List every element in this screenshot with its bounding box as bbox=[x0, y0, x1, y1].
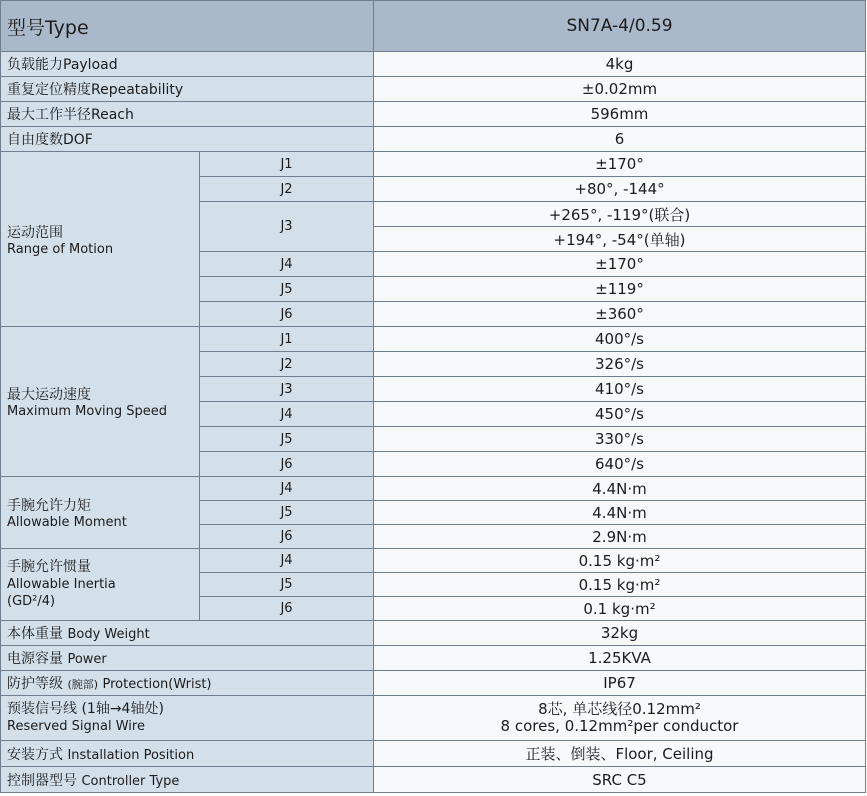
table-row bbox=[1, 327, 866, 352]
protection-label bbox=[1, 671, 374, 696]
installation-label bbox=[1, 741, 374, 767]
reach-value: 596mm bbox=[374, 102, 866, 127]
power-label-cn: 电源容量 bbox=[7, 651, 63, 667]
joint-value: 330°/s bbox=[374, 427, 866, 452]
joint-value: ±119° bbox=[374, 277, 866, 302]
payload-row bbox=[1, 52, 866, 77]
dof-row bbox=[1, 127, 866, 152]
table-row bbox=[1, 477, 866, 501]
reach-label: 最大工作半径Reach bbox=[1, 102, 374, 127]
moment-label bbox=[1, 477, 200, 549]
joint-label: J4 bbox=[200, 477, 374, 501]
inertia-label-en2: (GD²/4) bbox=[7, 594, 56, 609]
inertia-label bbox=[1, 549, 200, 621]
speed-label-en: Maximum Moving Speed bbox=[7, 404, 168, 419]
body-weight-value: 32kg bbox=[374, 621, 866, 646]
joint-value: +80°, -144° bbox=[374, 177, 866, 202]
joint-value: +265°, -119°(联合) bbox=[374, 202, 866, 227]
protection-row bbox=[1, 671, 866, 696]
inertia-label-cn: 手腕允许惯量 bbox=[7, 559, 91, 575]
joint-value: 2.9N·m bbox=[374, 525, 866, 549]
installation-row bbox=[1, 741, 866, 767]
joint-value: 0.15 kg·m² bbox=[374, 573, 866, 597]
joint-label: J6 bbox=[200, 452, 374, 477]
signal-wire-value-cn: 8芯, 单芯线径0.12mm² bbox=[538, 700, 701, 718]
signal-wire-label bbox=[1, 696, 374, 741]
range-label-cn: 运动范围 bbox=[7, 224, 63, 241]
range-label-en: Range of Motion bbox=[7, 241, 114, 257]
body-weight-row bbox=[1, 621, 866, 646]
body-weight-label bbox=[1, 621, 374, 646]
joint-label: J5 bbox=[200, 501, 374, 525]
protection-label-small: (腕部) bbox=[67, 678, 99, 691]
joint-label: J6 bbox=[200, 302, 374, 327]
joint-value: 4.4N·m bbox=[374, 501, 866, 525]
signal-wire-value bbox=[374, 696, 866, 741]
installation-value: 正装、倒装、Floor, Ceiling bbox=[374, 741, 866, 767]
joint-value: ±170° bbox=[374, 252, 866, 277]
signal-wire-label-en: Reserved Signal Wire bbox=[7, 719, 145, 734]
repeatability-row bbox=[1, 77, 866, 102]
controller-label-cn: 控制器型号 bbox=[7, 772, 77, 789]
speed-label-cn: 最大运动速度 bbox=[7, 387, 91, 403]
joint-label: J6 bbox=[200, 525, 374, 549]
joint-value: 640°/s bbox=[374, 452, 866, 477]
installation-label-en: Installation Position bbox=[67, 747, 195, 763]
header-label: 型号Type bbox=[1, 1, 374, 52]
range-of-motion-label bbox=[1, 152, 200, 327]
joint-value: 450°/s bbox=[374, 402, 866, 427]
controller-label bbox=[1, 767, 374, 793]
protection-label-cn: 防护等级 bbox=[7, 676, 63, 692]
body-weight-label-en: Body Weight bbox=[67, 627, 150, 642]
signal-wire-row bbox=[1, 696, 866, 741]
payload-label: 负载能力Payload bbox=[1, 52, 374, 77]
body-weight-label-cn: 本体重量 bbox=[7, 626, 63, 642]
table-row bbox=[1, 152, 866, 177]
joint-value: 326°/s bbox=[374, 352, 866, 377]
joint-label: J3 bbox=[200, 377, 374, 402]
reach-row bbox=[1, 102, 866, 127]
controller-value: SRC C5 bbox=[374, 767, 866, 793]
joint-label: J2 bbox=[200, 177, 374, 202]
joint-value: 0.15 kg·m² bbox=[374, 549, 866, 573]
joint-label: J1 bbox=[200, 152, 374, 177]
signal-wire-value-en: 8 cores, 0.12mm²per conductor bbox=[500, 717, 739, 735]
joint-label: J4 bbox=[200, 402, 374, 427]
power-row bbox=[1, 646, 866, 671]
power-value: 1.25KVA bbox=[374, 646, 866, 671]
repeatability-label: 重复定位精度Repeatability bbox=[1, 77, 374, 102]
joint-value: ±360° bbox=[374, 302, 866, 327]
controller-row bbox=[1, 767, 866, 793]
installation-label-cn: 安装方式 bbox=[7, 746, 63, 763]
joint-label: J6 bbox=[200, 597, 374, 621]
joint-value-single-axis: +194°, -54°(单轴) bbox=[374, 227, 866, 252]
moment-label-cn: 手腕允许力矩 bbox=[7, 498, 91, 514]
joint-value: 4.4N·m bbox=[374, 477, 866, 501]
header-row bbox=[1, 1, 866, 52]
inertia-label-en: Allowable Inertia bbox=[7, 577, 116, 592]
joint-label: J3 bbox=[200, 202, 374, 252]
joint-label: J1 bbox=[200, 327, 374, 352]
repeatability-value: ±0.02mm bbox=[374, 77, 866, 102]
payload-value: 4kg bbox=[374, 52, 866, 77]
model-value: SN7A-4/0.59 bbox=[374, 1, 866, 52]
joint-value: ±170° bbox=[374, 152, 866, 177]
joint-label: J5 bbox=[200, 277, 374, 302]
joint-label: J4 bbox=[200, 252, 374, 277]
protection-value: IP67 bbox=[374, 671, 866, 696]
dof-label: 自由度数DOF bbox=[1, 127, 374, 152]
joint-label: J2 bbox=[200, 352, 374, 377]
table-row bbox=[1, 549, 866, 573]
joint-label: J5 bbox=[200, 573, 374, 597]
joint-label: J4 bbox=[200, 549, 374, 573]
protection-label-en: Protection(Wrist) bbox=[102, 677, 212, 692]
dof-value: 6 bbox=[374, 127, 866, 152]
power-label-en: Power bbox=[67, 652, 107, 667]
max-speed-label bbox=[1, 327, 200, 477]
joint-label: J5 bbox=[200, 427, 374, 452]
joint-value: 400°/s bbox=[374, 327, 866, 352]
moment-label-en: Allowable Moment bbox=[7, 515, 127, 530]
joint-value: 410°/s bbox=[374, 377, 866, 402]
joint-value: 0.1 kg·m² bbox=[374, 597, 866, 621]
controller-label-en: Controller Type bbox=[81, 773, 180, 789]
power-label bbox=[1, 646, 374, 671]
signal-wire-label-cn: 预装信号线 (1轴→4轴处) bbox=[7, 701, 164, 717]
